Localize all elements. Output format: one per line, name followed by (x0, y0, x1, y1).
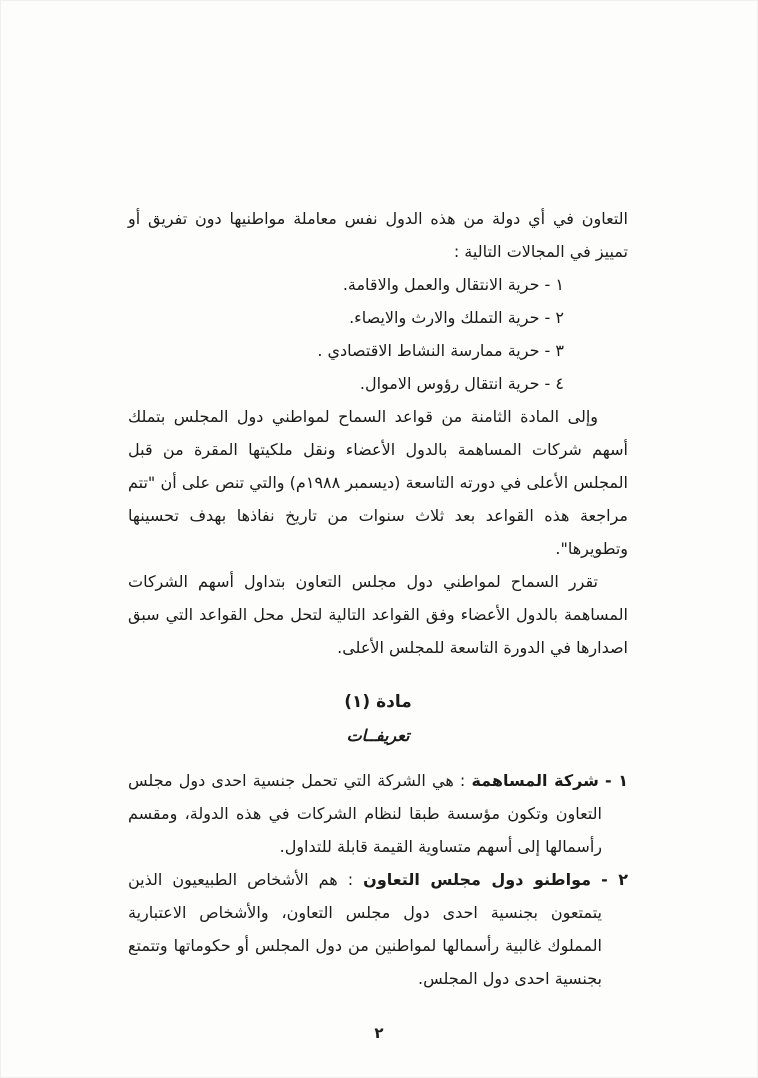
freedom-item-3: ٣ - حرية ممارسة النشاط الاقتصادي . (317, 341, 564, 360)
definition-item-1 (128, 764, 628, 863)
freedoms-list (128, 268, 628, 400)
article8-paragraph: وإلى المادة الثامنة من قواعد السماح لمواطني دول المجلس بتملك أسهم شركات المساهمة بالدول الأعضاء ونقل ملكيتها المقرة من قبل المجلس الأعلى في دورته التاسعة (ديسمبر ١٩٨٨م) والتي تنص على أن "تتم مراجعة هذه القواعد بعد ثلاث سنوات من تاريخ نفاذها بهدف تحسينها وتطويرها". (128, 407, 628, 558)
definition-1-term: شركة المساهمة (471, 771, 599, 790)
definition-item-2 (128, 863, 628, 995)
page-number: ٢ (374, 1024, 384, 1042)
freedom-item-4: ٤ - حرية انتقال رؤوس الاموال. (359, 374, 564, 393)
freedom-item-2: ٢ - حرية التملك والارث والايصاء. (349, 308, 564, 327)
definitions-subtitle: تعريفــات (346, 726, 410, 745)
definition-1-text: : هي الشركة التي تحمل جنسية احدى دول مجلس التعاون وتكون مؤسسة طبقا لنظام الشركات في هذه الدولة، ومقسم رأسمالها إلى أسهم متساوية القيمة قابلة للتداول. (128, 771, 602, 856)
definition-2-text: : هم الأشخاص الطبيعيون الذين يتمتعون بجنسية احدى دول مجلس التعاون، والأشخاص الاعتبارية المملوك غالبية رأسمالها لمواطنين من دول المجلس أو حكوماتها وتتمتع بجنسية احدى دول المجلس. (128, 870, 602, 988)
decision-paragraph: تقرر السماح لمواطني دول مجلس التعاون بتداول أسهم الشركات المساهمة بالدول الأعضاء وفق القواعد التالية لتحل محل القواعد التي سبق اصدارها في الدورة التاسعة للمجلس الأعلى. (128, 572, 628, 657)
document-body (128, 202, 628, 995)
intro-paragraph: التعاون في أي دولة من هذه الدول نفس معاملة مواطنيها دون تفريق أو تمييز في المجالات التالية : (128, 209, 628, 261)
definition-1-number: ١ - (604, 771, 629, 790)
article-1-heading: مادة (١) (344, 692, 412, 712)
definition-2-number: ٢ - (601, 870, 628, 889)
freedom-item-1: ١ - حرية الانتقال والعمل والاقامة. (342, 275, 564, 294)
definition-2-term: مواطنو دول مجلس التعاون (363, 870, 592, 889)
